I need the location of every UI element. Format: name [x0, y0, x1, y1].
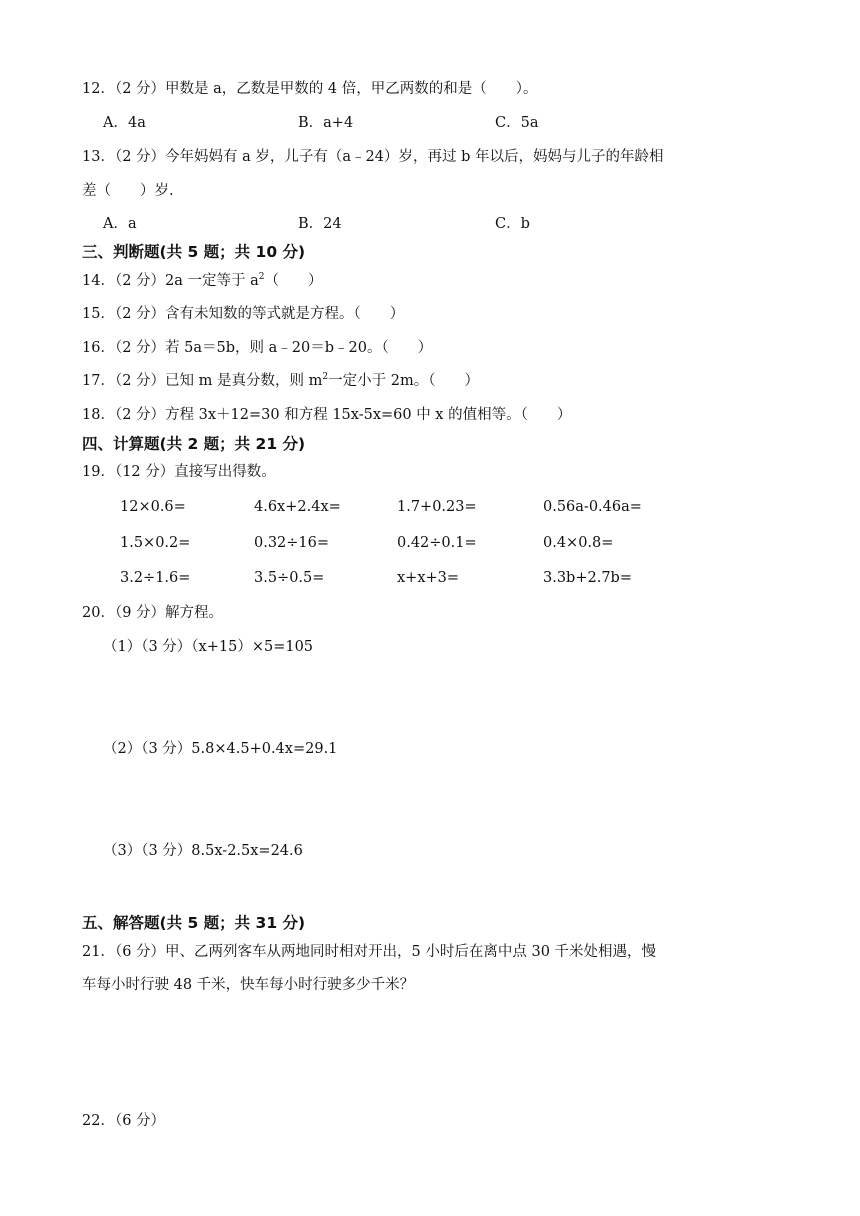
question-14-text: 14．（2 分）2a 一定等于 a	[82, 273, 259, 289]
section-5-title: 五、解答题(共 5 题；共 31 分)	[82, 914, 306, 932]
question-19-stem: 19．（12 分）直接写出得数。	[82, 464, 276, 480]
question-17-text-end: 一定小于 2m。（ ）	[328, 373, 479, 389]
calc-item: 3.5÷0.5=	[254, 570, 325, 586]
calc-item: 1.5×0.2=	[120, 535, 191, 551]
question-12-option-a: A．4a	[103, 115, 146, 131]
section-3-title: 三、判断题(共 5 题；共 10 分)	[82, 243, 306, 261]
question-14-answer-blank: （ ）	[264, 273, 323, 289]
question-12-stem: 12．（2 分）甲数是 a，乙数是甲数的 4 倍，甲乙两数的和是（ ）。	[82, 81, 538, 97]
calc-item: 12×0.6=	[120, 499, 186, 515]
question-14	[82, 271, 323, 291]
question-13-option-a: A．a	[103, 216, 137, 232]
question-17	[82, 371, 479, 391]
question-20-part-1: （1）（3 分）（x+15）×5=105	[103, 639, 314, 655]
question-16: 16．（2 分）若 5a＝5b，则 a﹣20＝b﹣20。（ ）	[82, 340, 433, 356]
question-13-stem-line1: 13．（2 分）今年妈妈有 a 岁，儿子有（a﹣24）岁，再过 b 年以后，妈妈与儿子的年龄相	[82, 149, 664, 165]
calc-item: 0.32÷16=	[254, 535, 330, 551]
calc-item: 3.2÷1.6=	[120, 570, 191, 586]
section-4-title: 四、计算题(共 2 题；共 21 分)	[82, 435, 306, 453]
question-18: 18．（2 分）方程 3x＋12=30 和方程 15x-5x=60 中 x 的值相等。（ ）	[82, 407, 572, 423]
question-21-line2: 车每小时行驶 48 千米，快车每小时行驶多少千米？	[82, 977, 415, 993]
calc-item: 0.56a-0.46a=	[543, 499, 642, 515]
calc-item: x+x+3=	[397, 570, 460, 586]
question-20-part-3: （3）（3 分）8.5x-2.5x=24.6	[103, 843, 303, 859]
question-12-option-b: B．a+4	[298, 115, 354, 131]
calc-item: 0.42÷0.1=	[397, 535, 477, 551]
question-13-stem-line2: 差（ ）岁.	[82, 183, 174, 199]
question-17-text: 17．（2 分）已知 m 是真分数，则 m	[82, 373, 323, 389]
question-20-stem: 20．（9 分）解方程。	[82, 605, 224, 621]
question-13-option-b: B．24	[298, 216, 342, 232]
question-21-line1: 21．（6 分）甲、乙两列客车从两地同时相对开出，5 小时后在离中点 30 千米处相遇，慢	[82, 944, 657, 960]
question-22-stem: 22．（6 分）	[82, 1113, 166, 1129]
question-14-exponent: 2	[258, 272, 265, 283]
calc-item: 3.3b+2.7b=	[543, 570, 632, 586]
question-12-option-c: C．5a	[495, 115, 539, 131]
question-13-option-c: C．b	[495, 216, 530, 232]
question-15: 15．（2 分）含有未知数的等式就是方程。（ ）	[82, 306, 405, 322]
calc-item: 4.6x+2.4x=	[254, 499, 341, 515]
calc-item: 0.4×0.8=	[543, 535, 614, 551]
question-17-exponent: 2	[322, 372, 329, 383]
calc-item: 1.7+0.23=	[397, 499, 477, 515]
question-20-part-2: （2）（3 分）5.8×4.5+0.4x=29.1	[103, 741, 338, 757]
